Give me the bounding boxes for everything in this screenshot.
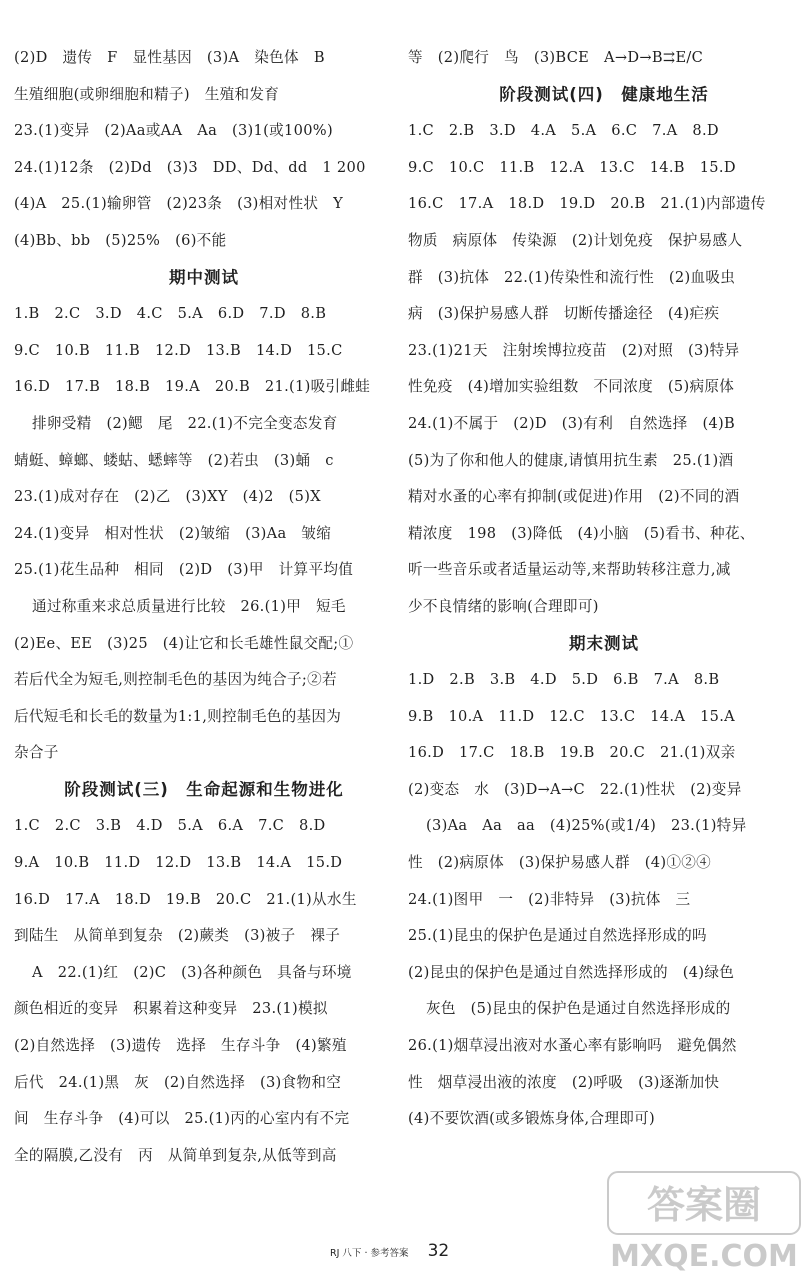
- left-column: [14, 40, 394, 1174]
- answer-line: 蜻蜓、蟑螂、蝼蛄、蟋蟀等 (2)若虫 (3)蛹 c: [14, 451, 334, 469]
- section-title: 阶段测试(四) 健康地生活: [499, 84, 709, 104]
- answer-line: 23.(1)21天 注射埃博拉疫苗 (2)对照 (3)特异: [408, 341, 740, 359]
- answer-line: 1.D 2.B 3.B 4.D 5.D 6.B 7.A 8.B: [408, 671, 720, 689]
- answer-line: 精浓度 198 (3)降低 (4)小脑 (5)看书、种花、: [408, 524, 755, 542]
- answer-line: (5)为了你和他人的健康,请慎用抗生素 25.(1)酒: [408, 451, 734, 469]
- answer-line: 少不良情绪的影响(合理即可): [408, 597, 599, 615]
- answer-line: 24.(1)12条 (2)Dd (3)3 DD、Dd、dd 1 200: [14, 158, 366, 176]
- right-column: [408, 40, 800, 1138]
- answer-line: (2)Ee、EE (3)25 (4)让它和长毛雄性鼠交配;①: [14, 634, 354, 652]
- answer-line: 9.B 10.A 11.D 12.C 13.C 14.A 15.A: [408, 707, 736, 725]
- answer-line: 25.(1)花生品种 相同 (2)D (3)甲 计算平均值: [14, 561, 354, 579]
- answer-line: 间 生存斗争 (4)可以 25.(1)丙的心室内有不完: [14, 1110, 350, 1128]
- answer-line: 颜色相近的变异 积累着这种变异 23.(1)模拟: [14, 1000, 328, 1018]
- answer-line: (2)昆虫的保护色是通过自然选择形成的 (4)绿色: [408, 963, 735, 981]
- answer-line: 16.D 17.C 18.B 19.B 20.C 21.(1)双亲: [408, 744, 736, 762]
- answer-line: 23.(1)成对存在 (2)乙 (3)XY (4)2 (5)X: [14, 488, 321, 506]
- answer-line: 25.(1)昆虫的保护色是通过自然选择形成的吗: [408, 927, 707, 945]
- answer-line: 病 (3)保护易感人群 切断传播途径 (4)疟疾: [408, 305, 720, 323]
- answer-line: 16.D 17.B 18.B 19.A 20.B 21.(1)吸引雌蛙: [14, 378, 371, 396]
- answer-line: 生殖细胞(或卵细胞和精子) 生殖和发育: [14, 85, 280, 103]
- answer-line: 杂合子: [14, 744, 59, 762]
- answer-line: 全的隔膜,乙没有 丙 从简单到复杂,从低等到高: [14, 1146, 337, 1164]
- answer-line: 排卵受精 (2)鳃 尾 22.(1)不完全变态发育: [32, 414, 338, 432]
- watermark-bottom-text: MXQE.COM: [610, 1239, 798, 1274]
- answer-line: 性免疫 (4)增加实验组数 不同浓度 (5)病原体: [408, 378, 735, 396]
- section-title: 阶段测试(三) 生命起源和生物进化: [64, 779, 344, 799]
- answer-line: (3)Aa Aa aa (4)25%(或1/4) 23.(1)特异: [426, 817, 747, 835]
- answer-line: 性 烟草浸出液的浓度 (2)呼吸 (3)逐渐加快: [408, 1073, 720, 1091]
- page-footer: [330, 1236, 449, 1266]
- answer-line: 9.C 10.B 11.B 12.D 13.B 14.D 15.C: [14, 341, 343, 359]
- footer-label: RJ 八下 · 参考答案: [330, 1248, 409, 1259]
- answer-line: 性 (2)病原体 (3)保护易感人群 (4)①②④: [408, 854, 712, 872]
- answer-line: (4)不要饮酒(或多锻炼身体,合理即可): [408, 1110, 656, 1128]
- answer-line: 听一些音乐或者适量运动等,来帮助转移注意力,减: [408, 561, 731, 579]
- answer-line: 1.C 2.B 3.D 4.A 5.A 6.C 7.A 8.D: [408, 122, 719, 140]
- answer-line: 16.D 17.A 18.D 19.B 20.C 21.(1)从水生: [14, 890, 357, 908]
- answer-line: 24.(1)变异 相对性状 (2)皱缩 (3)Aa 皱缩: [14, 524, 332, 542]
- answer-line: 9.A 10.B 11.D 12.D 13.B 14.A 15.D: [14, 854, 343, 872]
- page-number: 32: [427, 1241, 450, 1261]
- section-title: 期末测试: [569, 633, 639, 653]
- answer-line: (2)D 遗传 F 显性基因 (3)A 染色体 B: [14, 49, 325, 66]
- answer-line: 后代 24.(1)黑 灰 (2)自然选择 (3)食物和空: [14, 1073, 342, 1091]
- answer-line: 物质 病原体 传染源 (2)计划免疫 保护易感人: [408, 231, 743, 249]
- answer-line: 1.B 2.C 3.D 4.C 5.A 6.D 7.D 8.B: [14, 305, 327, 323]
- answer-line: 到陆生 从简单到复杂 (2)蕨类 (3)被子 裸子: [14, 927, 341, 945]
- answer-line: 若后代全为短毛,则控制毛色的基因为纯合子;②若: [14, 671, 337, 689]
- answer-line: 26.(1)烟草浸出液对水蚤心率有影响吗 避免偶然: [408, 1037, 737, 1055]
- answer-line: 群 (3)抗体 22.(1)传染性和流行性 (2)血吸虫: [408, 268, 736, 286]
- answer-line: 16.C 17.A 18.D 19.D 20.B 21.(1)内部遗传: [408, 195, 766, 213]
- answer-line: 24.(1)不属于 (2)D (3)有利 自然选择 (4)B: [408, 414, 736, 432]
- answer-line: (2)自然选择 (3)遗传 选择 生存斗争 (4)繁殖: [14, 1037, 347, 1055]
- watermark-top-text: 答案圈: [646, 1183, 762, 1227]
- answer-line: A 22.(1)红 (2)C (3)各种颜色 具备与环境: [32, 963, 352, 981]
- answer-line: (4)A 25.(1)输卵管 (2)23条 (3)相对性状 Y: [14, 195, 344, 213]
- answer-line: 9.C 10.C 11.B 12.A 13.C 14.B 15.D: [408, 158, 736, 176]
- answer-line: 精对水蚤的心率有抑制(或促进)作用 (2)不同的酒: [408, 488, 740, 506]
- answer-line: 23.(1)变异 (2)Aa或AA Aa (3)1(或100%): [14, 122, 333, 140]
- answer-line: 1.C 2.C 3.B 4.D 5.A 6.A 7.C 8.D: [14, 817, 326, 835]
- answer-line: 通过称重来求总质量进行比较 26.(1)甲 短毛: [32, 597, 346, 615]
- answer-line: 24.(1)图甲 一 (2)非特异 (3)抗体 三: [408, 890, 691, 908]
- watermark-logo: [604, 1168, 804, 1276]
- answer-line: 后代短毛和长毛的数量为1:1,则控制毛色的基因为: [14, 707, 342, 725]
- answer-line: 等 (2)爬行 鸟 (3)BCE A→D→B⇉E/C: [408, 49, 704, 66]
- answer-line: (4)Bb、bb (5)25% (6)不能: [14, 231, 227, 249]
- answer-line: (2)变态 水 (3)D→A→C 22.(1)性状 (2)变异: [408, 780, 742, 798]
- section-title: 期中测试: [169, 267, 239, 287]
- answer-line: 灰色 (5)昆虫的保护色是通过自然选择形成的: [426, 1000, 731, 1018]
